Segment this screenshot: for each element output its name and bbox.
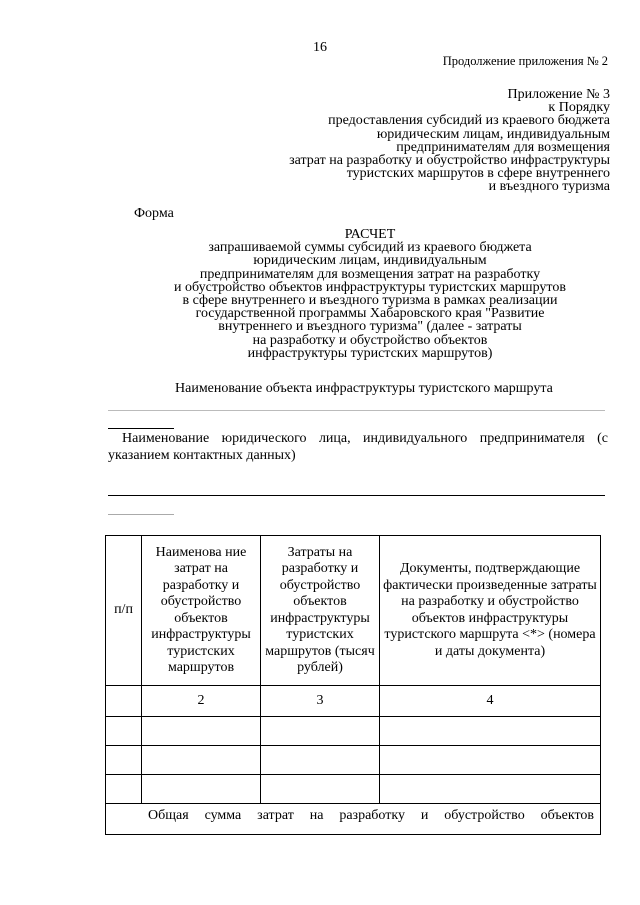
object-name-line (108, 410, 605, 411)
object-name-line-short (108, 428, 174, 429)
appendix-line: юридическим лицам, индивидуальным (376, 126, 610, 142)
table-cell (380, 775, 601, 804)
table-cell (142, 746, 261, 775)
calculation-heading (150, 228, 590, 360)
appendix-line: и въездного туризма (488, 179, 610, 195)
appendix-line: к Порядку (548, 100, 610, 116)
appendix-line: Приложение № 3 (507, 87, 610, 102)
column-number-cell (106, 686, 142, 717)
appendix-line: туристских маршрутов в сфере внутреннего (346, 166, 610, 182)
table-cell (142, 717, 261, 746)
table-cell (380, 717, 601, 746)
calculation-line: юридическим лицам, индивидуальным (253, 253, 487, 269)
form-label: Форма (134, 206, 174, 221)
calculation-line: в сфере внутреннего и въездного туризма в рамках реализации (182, 293, 558, 309)
table-row (106, 717, 601, 746)
appendix-header (210, 88, 610, 194)
table-cell (106, 775, 142, 804)
table-cell (142, 775, 261, 804)
column-number-cell: 3 (261, 686, 380, 717)
calculation-title: РАСЧЕТ (344, 227, 396, 242)
table-cell (261, 717, 380, 746)
appendix-line: затрат на разработку и обустройство инфраструктуры (289, 153, 610, 169)
table-cell (261, 746, 380, 775)
calculation-line: внутреннего и въездного туризма" (далее - затраты (218, 319, 522, 335)
calculation-line: на разработку и обустройство объектов (252, 332, 488, 348)
table-row (106, 746, 601, 775)
header-cell-cost-name: Наименова ние затрат на разработку и обустройство объектов инфраструктуры туристских маршрутов (142, 536, 261, 686)
appendix-line: предпринимателям для возмещения (396, 139, 610, 155)
header-cell-number: п/п (106, 536, 142, 686)
column-number-cell: 4 (380, 686, 601, 717)
continuation-note: Продолжение приложения № 2 (442, 54, 608, 68)
calculation-line: предпринимателям для возмещения затрат на разработку (199, 266, 541, 282)
column-numbers-row (106, 686, 601, 717)
table-cell (380, 746, 601, 775)
calculation-line: государственной программы Хабаровского края "Развитие (195, 306, 545, 322)
object-name-label: Наименование объекта инфраструктуры туристского маршрута (175, 381, 553, 396)
header-cell-cost-amount: Затраты на разработку и обустройство объектов инфраструктуры туристских маршрутов (тысяч рублей) (261, 536, 380, 686)
table-header-row (106, 536, 601, 686)
total-row (106, 804, 601, 835)
total-label: Общая сумма затрат на разработку и обустройство объектов (106, 804, 601, 835)
expenses-table (105, 535, 601, 835)
table-row (106, 775, 601, 804)
appendix-line: предоставления субсидий из краевого бюджета (328, 113, 610, 129)
calculation-line: инфраструктуры туристских маршрутов) (247, 345, 493, 361)
header-cell-documents: Документы, подтверждающие фактически произведенные затраты на разработку и обустройство объектов инфраструктуры туристского маршрута <*> (номера и даты документа) (380, 536, 601, 686)
calculation-line: запрашиваемой суммы субсидий из краевого бюджета (208, 240, 532, 256)
legal-entity-line-short (108, 514, 174, 515)
table-cell (106, 746, 142, 775)
legal-entity-line: Наименование юридического лица, индивидуального предпринимателя (с (122, 431, 608, 446)
page-number: 16 (313, 40, 327, 55)
column-number-cell: 2 (142, 686, 261, 717)
legal-entity-label (108, 431, 608, 464)
legal-entity-line: указанием контактных данных) (108, 447, 296, 463)
table-cell (261, 775, 380, 804)
calculation-line: и обустройство объектов инфраструктуры туристских маршрутов (174, 279, 566, 295)
legal-entity-line-field (108, 495, 605, 496)
table-cell (106, 717, 142, 746)
